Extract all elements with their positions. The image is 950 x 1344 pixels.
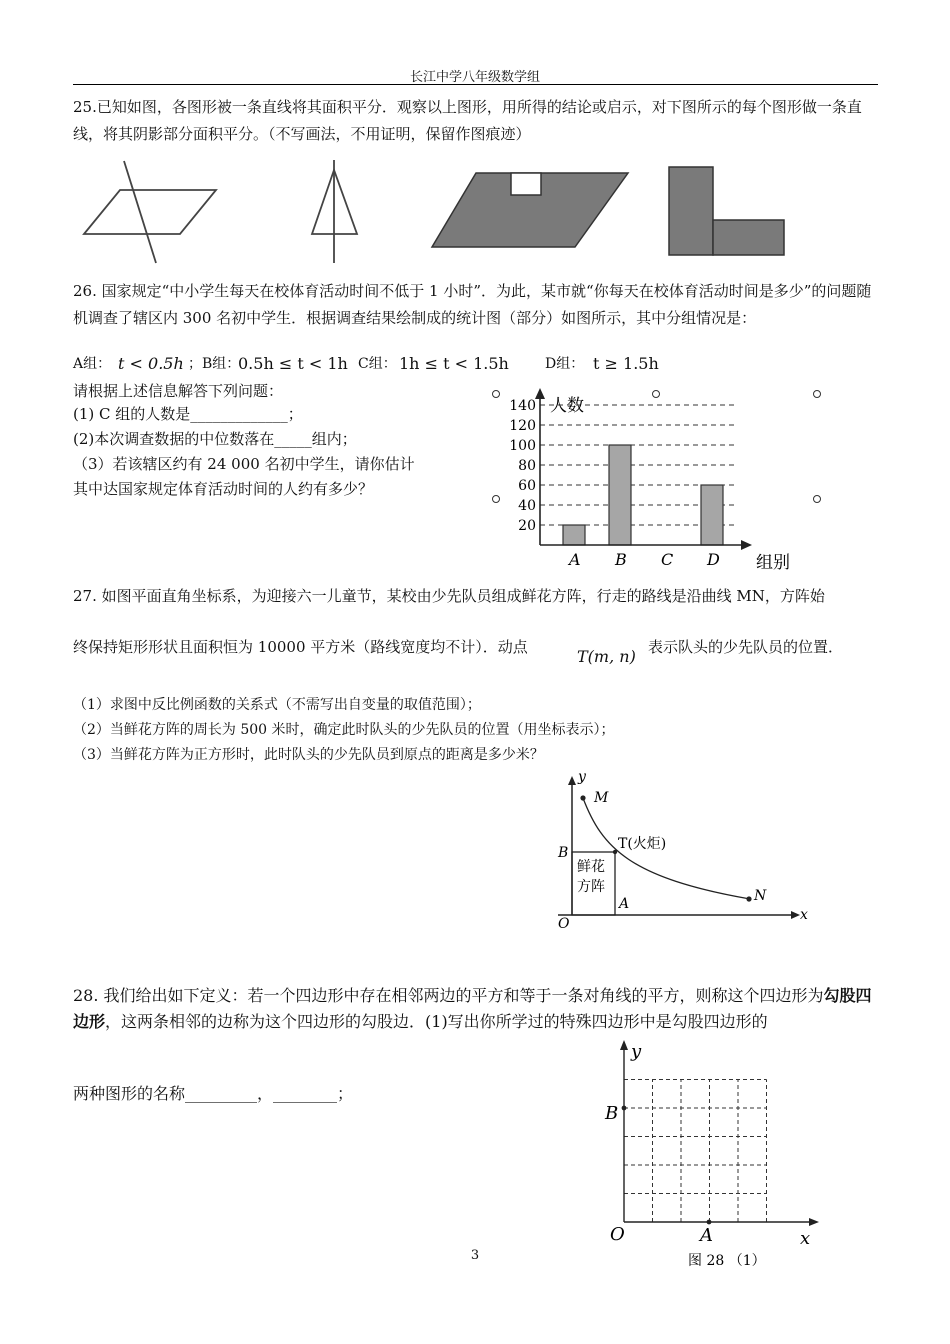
q27-x-label: x xyxy=(800,907,808,923)
q27-box-text-1: 鲜花 xyxy=(577,859,605,875)
q26-part2: (2)本次调查数据的中位数落在_____组内； xyxy=(73,430,357,448)
q28-a-label: A xyxy=(700,1225,713,1246)
group-c-condition: 1h ≤ t < 1.5h xyxy=(399,354,509,373)
chart-y-tick-label: 20 xyxy=(518,518,536,534)
triangle-with-line xyxy=(312,160,357,263)
q28-x-arrow xyxy=(809,1218,819,1226)
q27-line1: 27. 如图平面直角坐标系，为迎接六一儿童节，某校由少先队员组成鲜花方阵，行走的路线是沿曲线 MN，方阵始 xyxy=(73,587,825,605)
group-a-label: A组： xyxy=(73,356,112,372)
chart-y-tick-label: 120 xyxy=(509,418,536,434)
q27-coordinate-figure xyxy=(550,770,820,935)
q28-grid-figure xyxy=(600,1035,830,1275)
group-b-label: ；B组： xyxy=(188,356,241,372)
shaded-parallelogram-with-notch xyxy=(432,173,628,247)
q27-b-label: B xyxy=(558,845,569,861)
q28-line2: 两种图形的名称_________，________； xyxy=(73,1084,354,1103)
point-n xyxy=(746,896,751,901)
group-c-label: C组： xyxy=(358,356,397,372)
q26-prompt: 请根据上述信息解答下列问题： xyxy=(73,382,284,400)
group-a-condition: t < 0.5h xyxy=(118,354,184,373)
chart-y-tick-label: 100 xyxy=(509,438,536,454)
point-t xyxy=(613,850,617,854)
q28-y-arrow xyxy=(620,1040,628,1050)
chart-x-arrow xyxy=(741,540,752,550)
q27-y-label: y xyxy=(578,769,586,785)
q27-a-label: A xyxy=(619,896,630,912)
chart-bar-d xyxy=(701,485,723,545)
chart-category-label: A xyxy=(569,550,581,569)
chart-y-label: 人数 xyxy=(550,396,584,416)
q27-t-label: T(火炬) xyxy=(618,836,667,852)
q28-bold-term: 勾股四边形 xyxy=(73,986,872,1031)
q25-figures xyxy=(70,155,800,270)
q28-caption: 图 28 （1） xyxy=(688,1253,766,1269)
chart-category-label: C xyxy=(661,550,674,569)
group-d-label: D组： xyxy=(545,356,585,372)
q27-x-arrow xyxy=(791,911,800,919)
q25-text: 25.已知如图，各图形被一条直线将其面积平分．观察以上图形，用所得的结论或启示，对下图所示的每个图形做一条直线，将其阴影部分面积平分。（不写画法，不用证明，保留作图痕迹） xyxy=(73,98,862,143)
page-header: 长江中学八年级数学组 xyxy=(409,70,540,85)
chart-y-tick-label: 140 xyxy=(509,398,536,414)
q27-point-t: T(m, n) xyxy=(577,647,636,666)
q28-b-label: B xyxy=(605,1103,619,1124)
group-d-condition: t ≥ 1.5h xyxy=(593,354,659,373)
q27-part3: （3）当鲜花方阵为正方形时，此时队头的少先队员到原点的距离是多少米？ xyxy=(73,747,544,763)
selection-handles xyxy=(493,391,821,503)
group-b-condition: 0.5h ≤ t < 1h xyxy=(238,354,348,373)
q27-y-arrow xyxy=(568,776,576,785)
q26-part3b: 其中达国家规定体育活动时间的人约有多少？ xyxy=(73,480,374,498)
q28-origin-label: O xyxy=(610,1224,625,1245)
q27-part1: （1）求图中反比例函数的关系式（不需写出自变量的取值范围）； xyxy=(73,697,481,713)
q26-part3a: （3）若该辖区约有 24 000 名初中学生，请你估计 xyxy=(73,455,415,473)
q27-line2b: 表示队头的少先队员的位置． xyxy=(648,638,844,656)
chart-y-tick-label: 40 xyxy=(518,498,536,514)
chart-bar-b xyxy=(609,445,631,545)
header-rule xyxy=(73,84,878,85)
q27-line2a: 终保持矩形形状且面积恒为 10000 平方米（路线宽度均不计）．动点 xyxy=(73,638,528,656)
shaded-l-shape xyxy=(669,167,784,255)
chart-bar-a xyxy=(563,525,585,545)
q28-point-b xyxy=(622,1106,627,1111)
chart-category-label: D xyxy=(707,550,720,569)
chart-y-arrow xyxy=(535,388,545,399)
q27-box-text-2: 方阵 xyxy=(577,879,605,895)
q28-text: 28. 我们给出如下定义：若一个四边形中存在相邻两边的平方和等于一条对角线的平方，则称这个四边形为勾股四边形，这两条相邻的边称为这个四边形的勾股边．(1)写出你所学过的特殊四边形中是勾股四边形的 xyxy=(73,986,872,1031)
q28-point-a xyxy=(707,1220,712,1225)
hyperbola-curve-mn xyxy=(583,798,750,899)
q28-x-label: x xyxy=(800,1228,811,1249)
parallelogram-with-line xyxy=(84,161,216,263)
chart-category-label: B xyxy=(615,550,627,569)
q26-part1: (1) C 组的人数是_____________； xyxy=(73,405,303,423)
chart-y-tick-label: 60 xyxy=(518,478,536,494)
q26-intro: 26. 国家规定“中小学生每天在校体育活动时间不低于 1 小时”．为此，某市就“你每天在校体育活动时间是多少”的问题随机调查了辖区内 300 名初中学生．根据调查结果绘制成的统计图（部分）如图所示，其中分组情况是： xyxy=(73,282,872,327)
point-m xyxy=(580,795,585,800)
q27-origin-label: O xyxy=(558,916,570,932)
chart-x-label: 组别 xyxy=(756,553,790,573)
q27-m-label: M xyxy=(594,790,609,806)
q28-y-label: y xyxy=(631,1041,642,1062)
q27-n-label: N xyxy=(754,888,767,904)
chart-y-tick-label: 80 xyxy=(518,458,536,474)
page-number: 3 xyxy=(470,1248,480,1263)
bar-chart xyxy=(490,385,830,575)
q27-part2: （2）当鲜花方阵的周长为 500 米时，确定此时队头的少先队员的位置（用坐标表示）； xyxy=(73,722,615,738)
